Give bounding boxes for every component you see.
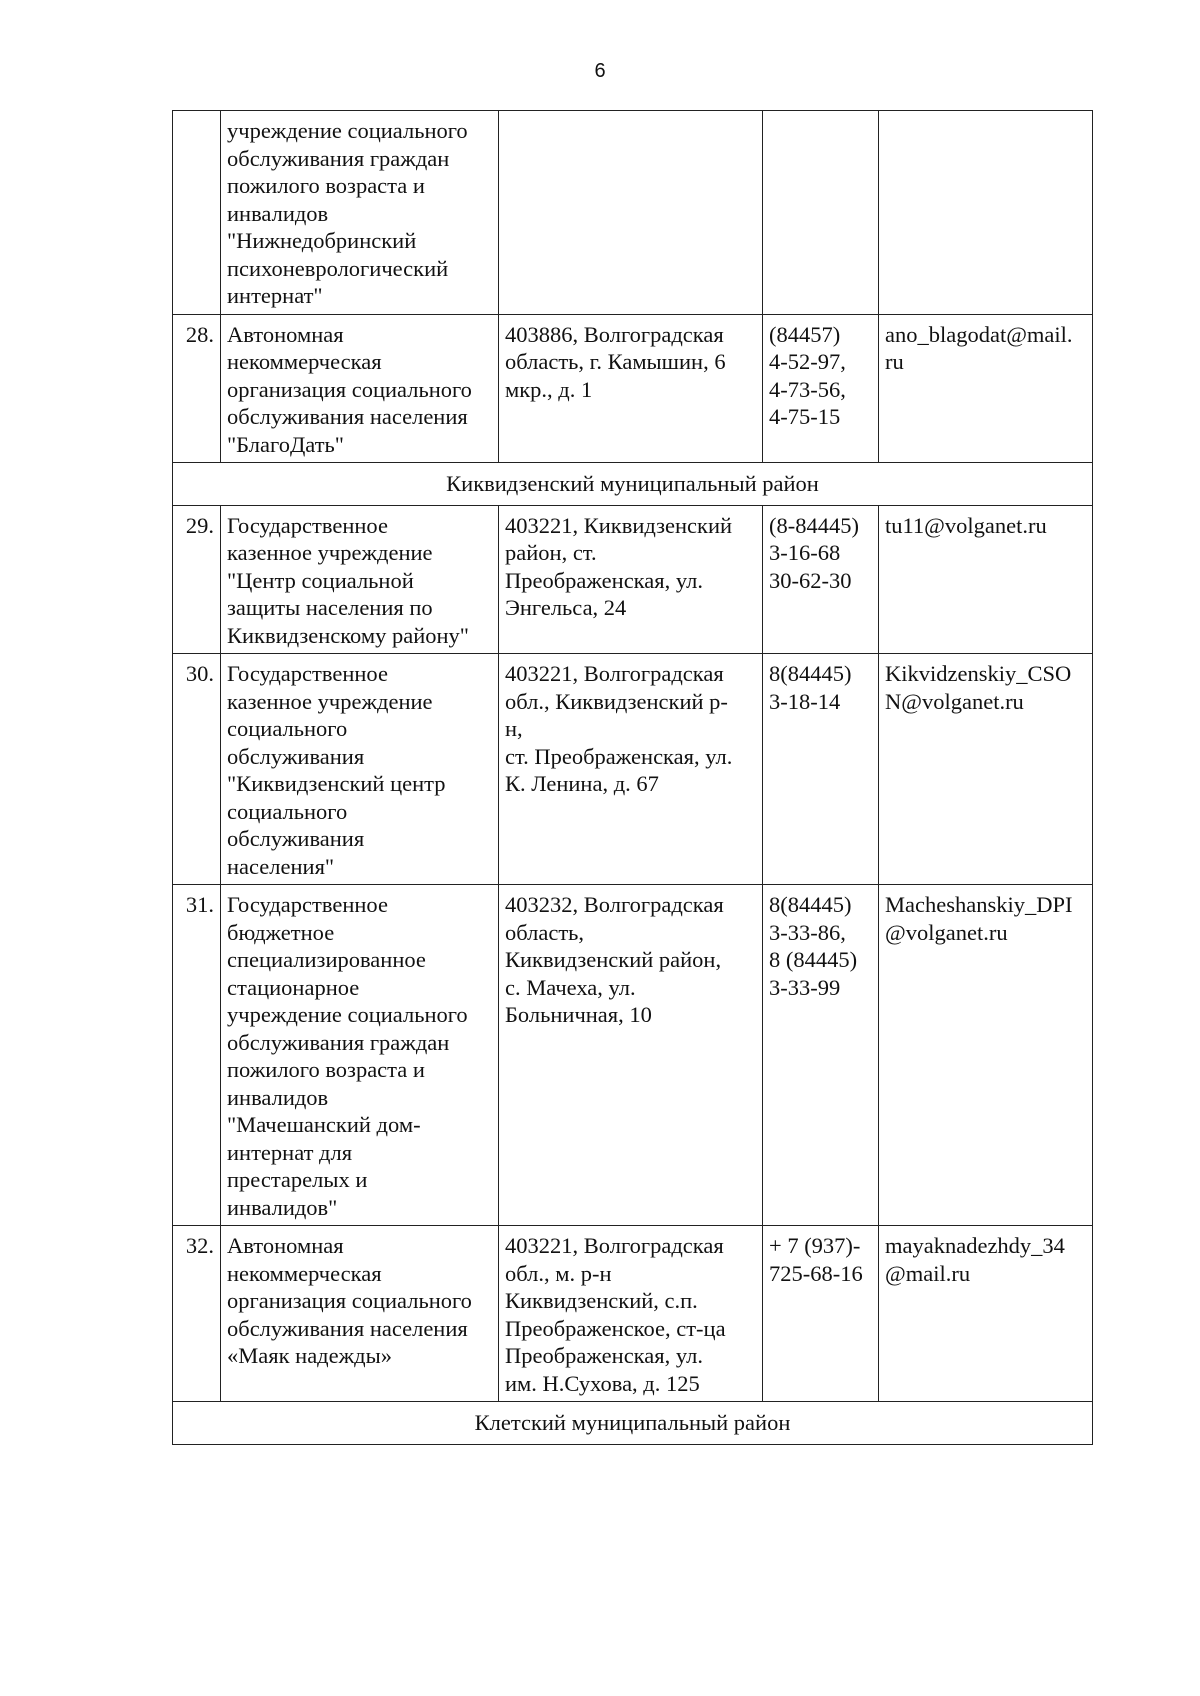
organization-name-line: "Центр социальной (227, 567, 414, 593)
page-number: 6 (594, 60, 606, 82)
organization-name-line: инвалидов (227, 1084, 329, 1110)
organization-name-line: стационарное (227, 974, 360, 1000)
organization-name-line: защиты населения по (227, 595, 433, 620)
address-line: Больничная, 10 (505, 1002, 652, 1027)
organization-name-line: Государственное (227, 892, 388, 917)
phone-line: 4-52-97, (769, 349, 846, 374)
organization-name-line: престарелых и (227, 1167, 368, 1192)
organization-name-line: психоневрологический (227, 255, 449, 281)
organization-name-line: Государственное (227, 512, 388, 538)
organization-name-line: некоммерческая (227, 1260, 382, 1286)
address-cell (499, 314, 763, 463)
phone-line: (8-84445) (769, 512, 859, 538)
organization-name-line: Автономная (227, 1233, 344, 1258)
organization-name-line: учреждение социального (227, 1002, 468, 1027)
organization-name-line: «Маяк надежды» (227, 1343, 392, 1368)
organization-name-line: специализированное (227, 947, 426, 972)
row-number: 31. (173, 885, 221, 1226)
organization-name-line: Автономная (227, 321, 344, 347)
table-row (173, 314, 1093, 463)
address-line: область, г. Камышин, 6 (505, 349, 726, 374)
organization-name-line: обслуживания граждан (227, 1029, 450, 1055)
phone-line: 30-62-30 (769, 567, 852, 593)
table-row (173, 654, 1093, 885)
address-line: К. Ленина, д. 67 (505, 771, 659, 796)
organizations-table (172, 110, 1093, 1445)
address-line: обл., м. р-н (505, 1260, 612, 1286)
address-cell (499, 654, 763, 885)
address-cell (499, 505, 763, 654)
phone-line: (84457) (769, 321, 841, 347)
phone-line: 8 (84445) (769, 947, 858, 972)
organization-name-line: населения" (227, 853, 335, 879)
organization-name-line: обслуживания (227, 743, 365, 769)
email-cell[interactable] (879, 111, 1093, 315)
organization-name-cell (221, 1226, 499, 1402)
phone-line: 3-33-86, (769, 919, 846, 945)
email-line: Macheshanskiy_DPI (885, 892, 1073, 917)
district-title: Клетский муниципальный район (173, 1402, 1093, 1445)
table-body (173, 111, 1093, 1445)
email-line: ru (885, 349, 904, 374)
email-line: @volganet.ru (885, 919, 1008, 945)
phone-line: 4-73-56, (769, 376, 846, 402)
organization-name-line: обслуживания (227, 826, 365, 851)
address-line: 403232, Волгоградская (505, 892, 724, 917)
address-line: н, (505, 716, 523, 741)
organization-name-line: пожилого возраста и (227, 173, 425, 198)
phone-line: 3-16-68 (769, 540, 841, 565)
email-line: tu11@volganet.ru (885, 512, 1047, 538)
address-line: ст. Преображенская, ул. (505, 743, 733, 769)
district-header-row (173, 463, 1093, 506)
address-line: 403221, Волгоградская (505, 1233, 724, 1258)
address-line: 403221, Волгоградская (505, 661, 724, 686)
email-line: ano_blagodat@mail. (885, 321, 1073, 347)
organization-name-line: "Мачешанский дом- (227, 1112, 421, 1137)
phone-line: 8(84445) (769, 661, 852, 686)
row-number: 32. (173, 1226, 221, 1402)
organization-name-line: учреждение социального (227, 118, 468, 143)
address-line: Преображенская, ул. (505, 1343, 703, 1368)
phone-cell (763, 505, 879, 654)
organization-name-cell (221, 885, 499, 1226)
address-cell (499, 111, 763, 315)
row-number: 28. (173, 314, 221, 463)
address-line: район, ст. (505, 540, 597, 565)
address-line: им. Н.Сухова, д. 125 (505, 1370, 700, 1396)
organization-name-cell (221, 111, 499, 315)
organization-name-line: "БлагоДать" (227, 431, 344, 457)
phone-cell (763, 111, 879, 315)
email-cell[interactable] (879, 885, 1093, 1226)
table-row (173, 885, 1093, 1226)
organization-name-line: обслуживания населения (227, 404, 468, 429)
address-line: область, (505, 919, 585, 945)
organization-name-line: инвалидов (227, 200, 329, 226)
address-line: 403221, Киквидзенский (505, 512, 733, 538)
organization-name-line: Киквидзенскому району" (227, 622, 469, 648)
organization-name-line: обслуживания населения (227, 1315, 468, 1341)
organization-name-line: социального (227, 716, 348, 741)
organization-name-line: "Киквидзенский центр (227, 771, 446, 796)
row-number (173, 111, 221, 315)
organization-name-line: казенное учреждение (227, 688, 433, 714)
email-cell[interactable] (879, 654, 1093, 885)
phone-cell (763, 654, 879, 885)
phone-cell (763, 885, 879, 1226)
row-number: 30. (173, 654, 221, 885)
organization-name-line: "Нижнедобринский (227, 228, 417, 253)
organization-name-line: интернат" (227, 283, 323, 308)
email-line: N@volganet.ru (885, 688, 1024, 714)
phone-line: 4-75-15 (769, 404, 841, 429)
organization-name-cell (221, 314, 499, 463)
address-line: мкр., д. 1 (505, 376, 593, 402)
email-cell[interactable] (879, 314, 1093, 463)
organization-name-line: организация социального (227, 1288, 472, 1313)
organization-name-line: пожилого возраста и (227, 1057, 425, 1082)
address-line: Киквидзенский район, (505, 947, 722, 972)
address-cell (499, 1226, 763, 1402)
address-line: с. Мачеха, ул. (505, 974, 636, 1000)
organization-name-line: казенное учреждение (227, 540, 433, 565)
organization-name-cell (221, 654, 499, 885)
organization-name-line: социального (227, 798, 348, 824)
address-cell (499, 885, 763, 1226)
organization-name-line: бюджетное (227, 919, 335, 945)
table-row (173, 505, 1093, 654)
phone-cell (763, 1226, 879, 1402)
row-number: 29. (173, 505, 221, 654)
address-line: Энгельса, 24 (505, 595, 627, 620)
organization-name-line: организация социального (227, 376, 472, 402)
address-line: Киквидзенский, с.п. (505, 1288, 698, 1313)
email-line: @mail.ru (885, 1260, 971, 1286)
organization-name-cell (221, 505, 499, 654)
phone-line: 3-33-99 (769, 974, 841, 1000)
phone-line: + 7 (937)- (769, 1233, 861, 1258)
email-cell[interactable] (879, 1226, 1093, 1402)
phone-line: 8(84445) (769, 892, 852, 917)
organization-name-line: обслуживания граждан (227, 145, 450, 171)
email-line: mayaknadezhdy_34 (885, 1233, 1065, 1258)
organization-name-line: инвалидов" (227, 1194, 338, 1220)
phone-cell (763, 314, 879, 463)
table-row (173, 1226, 1093, 1402)
phone-line: 725-68-16 (769, 1260, 863, 1286)
email-cell[interactable] (879, 505, 1093, 654)
organization-name-line: некоммерческая (227, 349, 382, 374)
address-line: Преображенское, ст-ца (505, 1315, 726, 1341)
address-line: обл., Киквидзенский р- (505, 688, 728, 714)
email-line: Kikvidzenskiy_CSO (885, 661, 1072, 686)
district-header-row (173, 1402, 1093, 1445)
organization-name-line: интернат для (227, 1139, 353, 1165)
address-line: 403886, Волгоградская (505, 321, 724, 347)
table-row (173, 111, 1093, 315)
phone-line: 3-18-14 (769, 688, 841, 714)
organization-name-line: Государственное (227, 661, 388, 686)
district-title: Киквидзенский муниципальный район (173, 463, 1093, 506)
address-line: Преображенская, ул. (505, 567, 703, 593)
